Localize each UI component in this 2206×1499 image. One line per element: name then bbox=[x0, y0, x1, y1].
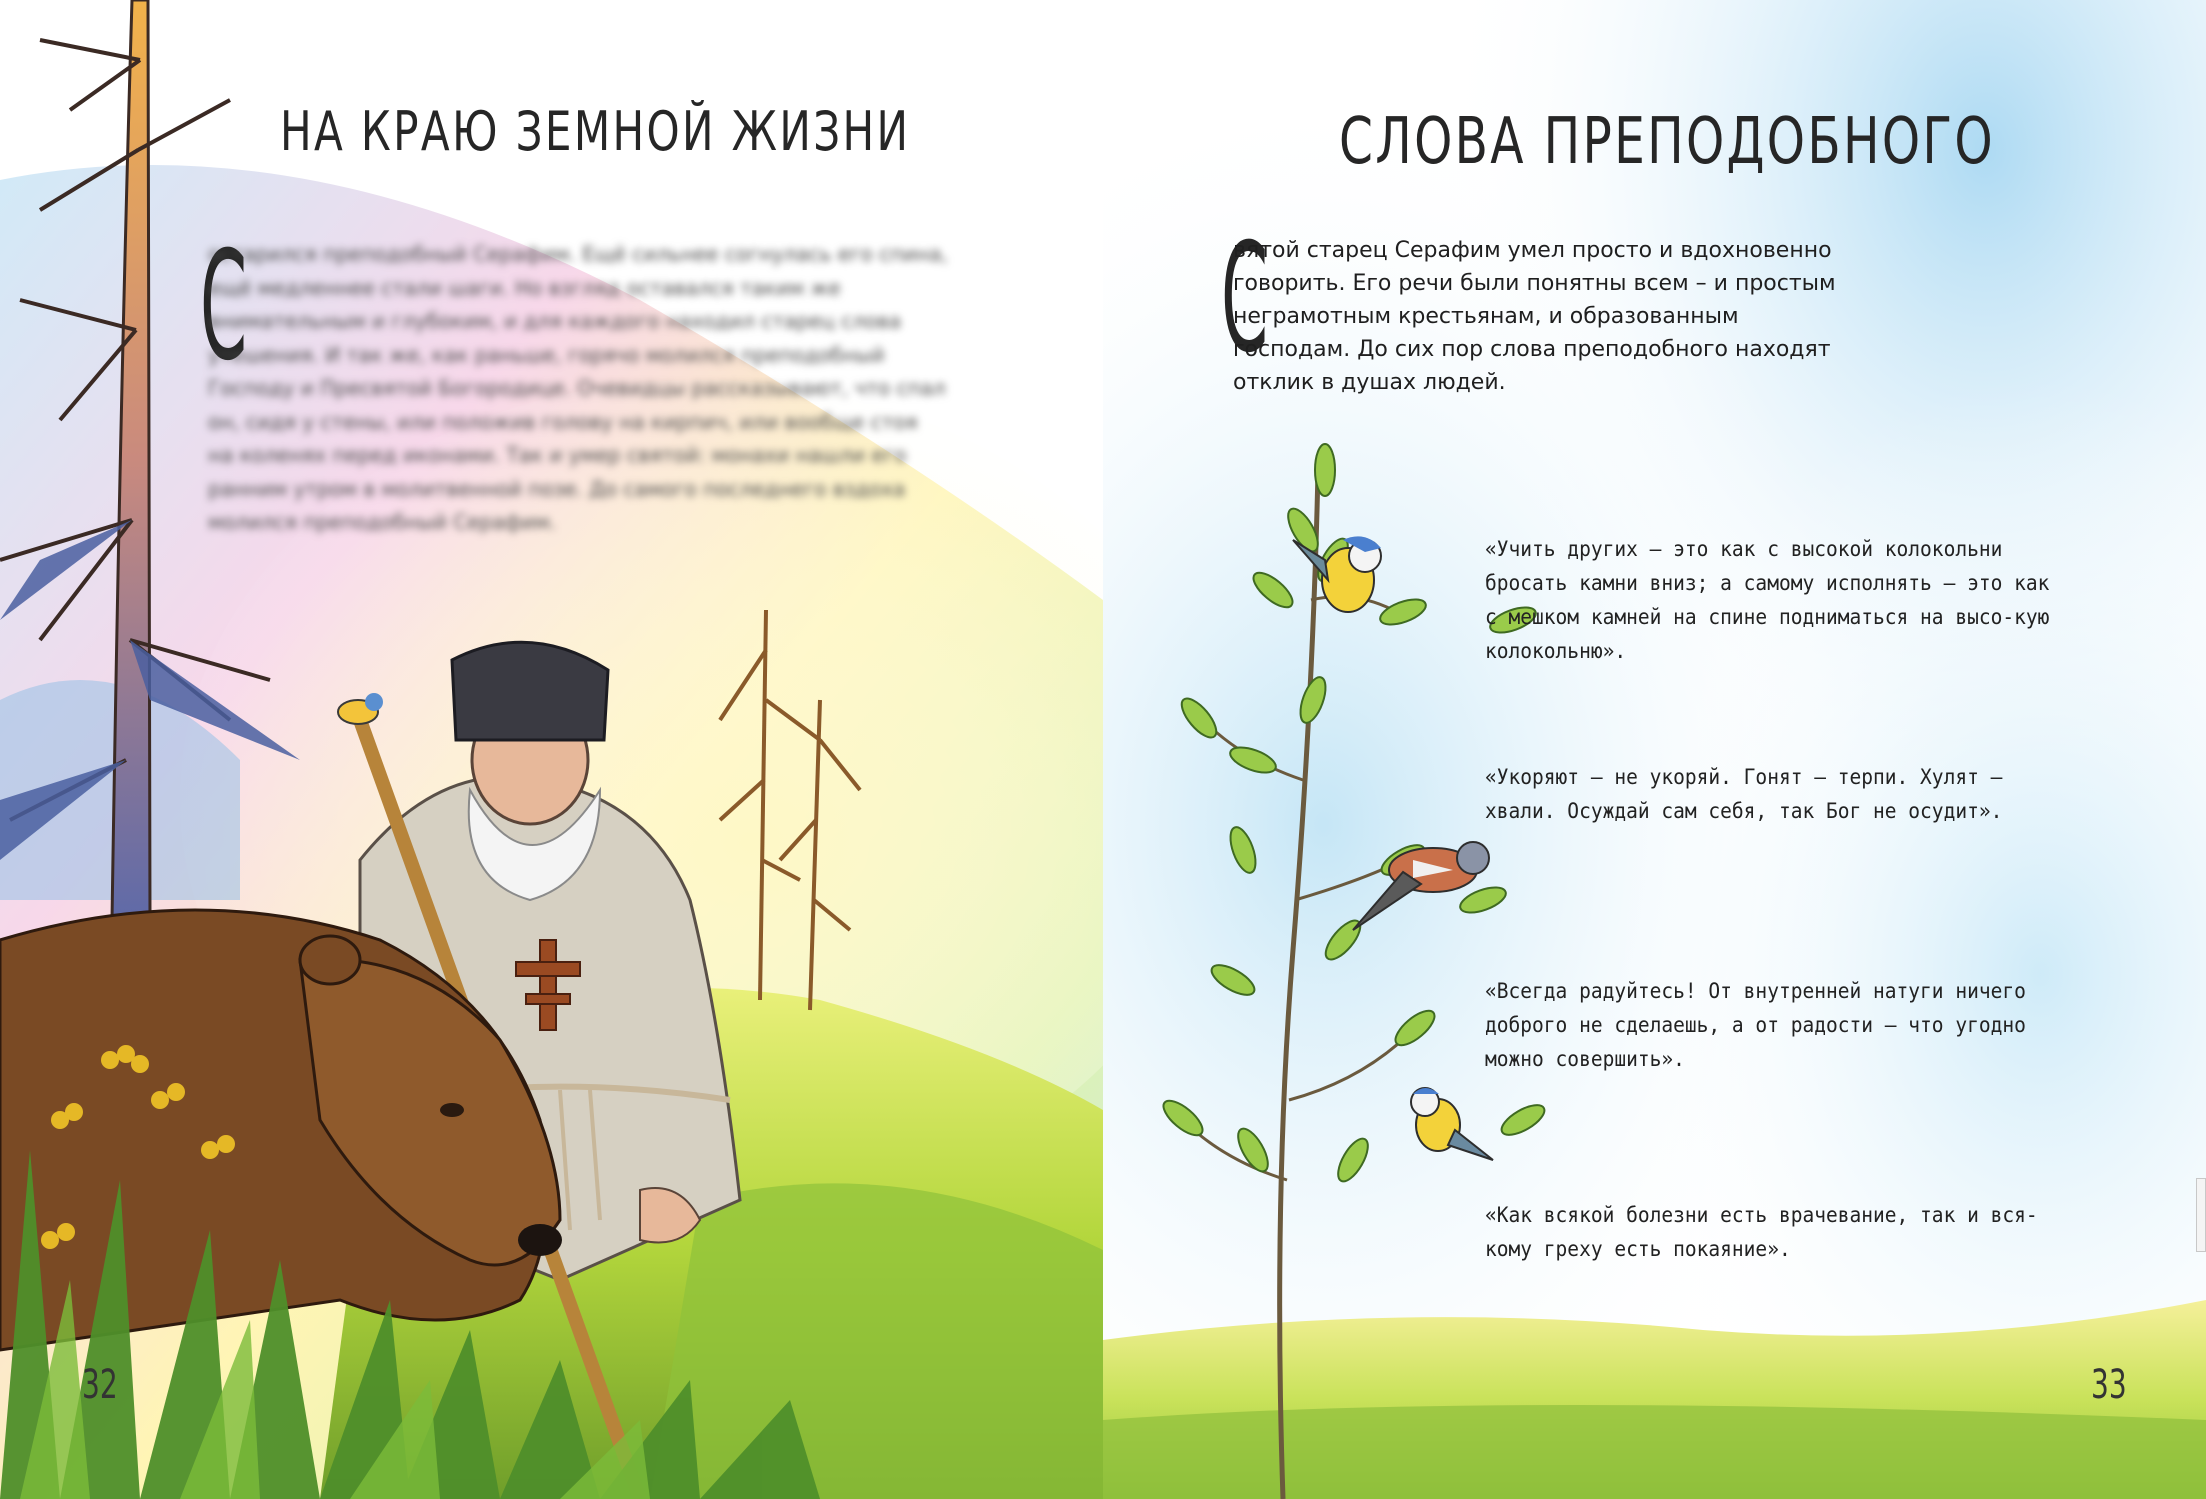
drop-cap-left: С bbox=[200, 220, 248, 394]
quote-2: «Укоряют — не укоряй. Гонят — терпи. Хулят — хвали. Осуждай сам себя, так Бог не осудит». bbox=[1485, 765, 2003, 823]
quote-1: «Учить других — это как с высокой колокольни бросать камни вниз; а самому исполнять — это как с мешком камней на спине подниматься на высо-кую колокольню». bbox=[1485, 537, 2050, 663]
page-title-left: НА КРАЮ ЗЕМНОЙ ЖИЗНИ bbox=[280, 100, 911, 163]
page-number-left: 32 bbox=[82, 1362, 118, 1408]
intro-text-left: остарился преподобный Серафим. Ещё сильнее согнулась его спина, ещё медленнее стали шаги. Но взгляд оставался таким же внимательным и глубоким, и для каждого находил старец слова утешения. И так же, как раньше, горячо молился преподобный Господу и Пресвятой Богородице. Очевидцы рассказывают, что спал он, сидя у стены, или положив голову на кирпич, или вообще стоя на коленях перед иконами. Так и умер святой: монахи нашли его ранним утром в молитвенной позе. До самого последнего вздоха молился преподобный Серафим. bbox=[208, 242, 948, 534]
right-page bbox=[1103, 0, 2206, 1499]
drop-cap-right: С bbox=[1221, 212, 1269, 386]
sapling-with-birds-illustration bbox=[1103, 0, 2206, 1499]
page-title-right: СЛОВА ПРЕПОДОБНОГО bbox=[1339, 105, 1995, 179]
scrollbar-handle[interactable] bbox=[2196, 1178, 2206, 1252]
quote-4: «Как всякой болезни есть врачевание, так и вся-кому греху есть покаяние». bbox=[1485, 1203, 2038, 1261]
intro-text-right: вятой старец Серафим умел просто и вдохновенно говорить. Его речи были понятны всем – и простым неграмотным крестьянам, и образованным господам. До сих пор слова преподобного находят отклик в душах людей. bbox=[1233, 238, 1836, 395]
quote-3: «Всегда радуйтесь! От внутренней натуги ничего доброго не сделаешь, а от радости — что угодно можно совершить». bbox=[1485, 979, 2026, 1071]
page-number-right: 33 bbox=[2091, 1362, 2127, 1408]
